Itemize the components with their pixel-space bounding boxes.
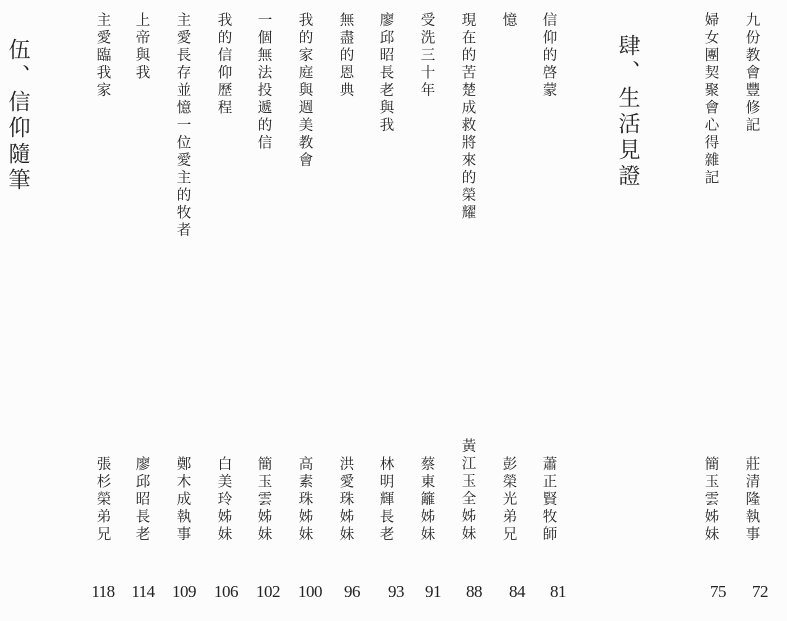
- toc-entry-author: 張杉榮弟兄: [94, 455, 111, 543]
- toc-entry-page: 84: [509, 582, 525, 601]
- toc-entry-author: 高素珠姊妹: [296, 455, 313, 543]
- toc-entry-title: 廖邱昭長老與我: [377, 12, 394, 135]
- toc-entry-title: 受洗三十年: [418, 12, 435, 100]
- toc-entry-title: 我的信仰歷程: [215, 12, 232, 117]
- toc-entry-page: 81: [550, 582, 566, 601]
- toc-entry-title: 憶: [500, 12, 517, 30]
- section-four-title: 肆、生活見證: [615, 34, 640, 190]
- toc-entry-title: 我的家庭與週美教會: [296, 12, 313, 170]
- toc-entry-title: 九份教會豐修記: [743, 12, 760, 135]
- toc-entry-author: 簡玉雲姊妹: [255, 455, 272, 543]
- section-five-title: 伍、信仰隨筆: [5, 38, 30, 194]
- toc-entry-author: 白美玲姊妹: [215, 455, 232, 543]
- toc-entry-title: 現在的苦楚成救將來的榮耀: [459, 12, 476, 222]
- toc-entry-page: 72: [752, 582, 768, 601]
- toc-entry-author: 蔡東籬姊妹: [418, 455, 435, 543]
- toc-entry-author: 廖邱昭長老: [133, 455, 150, 543]
- toc-entry-author: 黃江玉全姊妹: [459, 438, 476, 543]
- toc-entry-page: 106: [214, 582, 238, 601]
- toc-entry-title: 主愛臨我家: [94, 12, 111, 100]
- toc-entry-author: 蕭正賢牧師: [540, 455, 557, 543]
- toc-entry-page: 96: [344, 582, 360, 601]
- toc-entry-page: 100: [298, 582, 322, 601]
- toc-entry-title: 婦女團契聚會心得雜記: [702, 12, 719, 187]
- toc-entry-title: 信仰的啓蒙: [540, 12, 557, 100]
- toc-entry-title: 上帝與我: [133, 12, 150, 82]
- toc-entry-page: 114: [131, 582, 155, 601]
- toc-entry-title: 一個無法投遞的信: [255, 12, 272, 152]
- toc-entry-page: 88: [466, 582, 482, 601]
- toc-entry-page: 75: [710, 582, 726, 601]
- toc-entry-page: 109: [172, 582, 196, 601]
- toc-entry-author: 洪愛珠姊妹: [337, 455, 354, 543]
- toc-entry-author: 林明輝長老: [377, 455, 394, 543]
- toc-entry-author: 鄭木成執事: [174, 455, 191, 543]
- toc-entry-page: 91: [425, 582, 441, 601]
- toc-entry-page: 102: [256, 582, 280, 601]
- toc-entry-page: 118: [91, 582, 115, 601]
- toc-entry-title: 無盡的恩典: [337, 12, 354, 100]
- toc-entry-title: 主愛長存並憶一位愛主的牧者: [174, 12, 191, 240]
- toc-entry-page: 93: [388, 582, 404, 601]
- toc-entry-author: 莊清隆執事: [743, 455, 760, 543]
- toc-entry-author: 簡玉雲姊妹: [702, 455, 719, 543]
- toc-entry-author: 彭榮光弟兄: [500, 455, 517, 543]
